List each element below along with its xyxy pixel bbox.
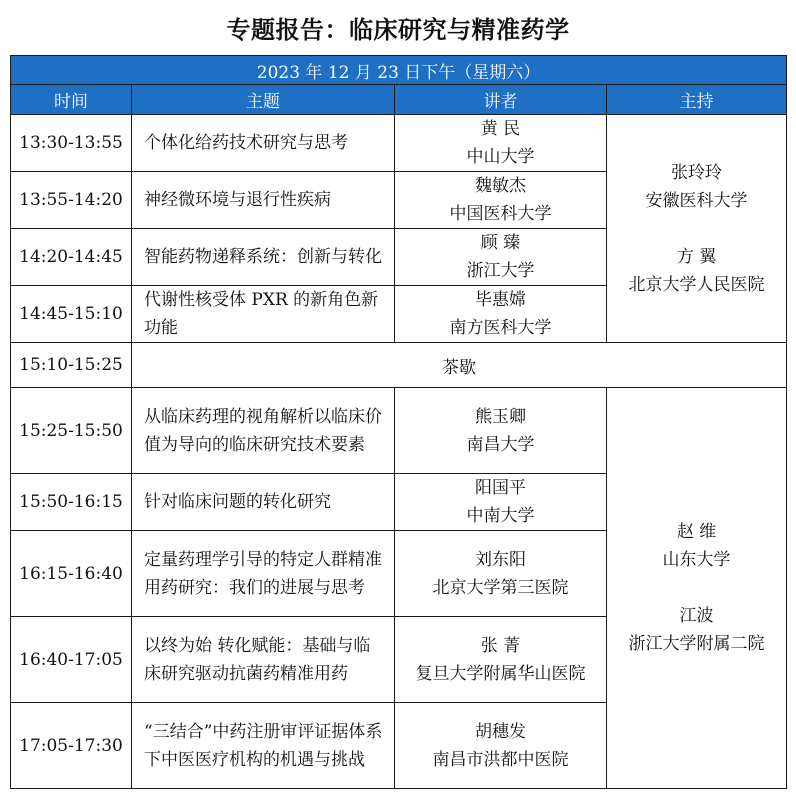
header-time: 时间 (11, 85, 132, 115)
session-topic: 智能药物递释系统：创新与转化 (132, 229, 395, 286)
speaker-name: 魏敏杰 (475, 176, 526, 196)
speaker-affiliation: 中南大学 (466, 506, 535, 526)
speaker-name: 顾 臻 (480, 233, 521, 253)
session-topic: 定量药理学引导的特定人群精准用药研究：我们的进展与思考 (132, 531, 395, 617)
host-name: 方 翼 (676, 246, 717, 267)
break-row (11, 343, 787, 388)
speaker-affiliation: 北京大学第三医院 (432, 577, 569, 598)
session-topic: 针对临床问题的转化研究 (132, 474, 395, 531)
host-cell-2 (607, 388, 787, 789)
speaker-name: 刘东阳 (475, 549, 526, 570)
session-time: 15:25-15:50 (11, 388, 132, 474)
host-affiliation: 安徽医科大学 (645, 190, 748, 211)
session-time: 14:20-14:45 (11, 229, 132, 286)
session-time: 13:30-13:55 (11, 115, 132, 172)
speaker-name: 胡穗发 (475, 721, 526, 742)
date-banner: 2023 年 12 月 23 日下午（星期六） (11, 56, 787, 85)
host-cell-1 (607, 115, 787, 343)
break-label: 茶歇 (132, 343, 787, 388)
host-name: 张玲玲 (671, 162, 723, 183)
speaker-name: 熊玉卿 (475, 406, 526, 427)
session-topic: 代谢性核受体 PXR 的新角色新功能 (132, 286, 395, 343)
session-speaker (395, 172, 607, 229)
date-row (11, 56, 787, 85)
speaker-affiliation: 中国医科大学 (449, 204, 552, 224)
session-time: 16:40-17:05 (11, 617, 132, 703)
speaker-affiliation: 中山大学 (466, 147, 535, 167)
speaker-name: 张 菁 (480, 635, 521, 656)
table-row (11, 115, 787, 172)
session-topic: 神经微环境与退行性疾病 (132, 172, 395, 229)
session-speaker (395, 286, 607, 343)
speaker-name: 毕惠嫦 (475, 290, 526, 310)
header-topic: 主题 (132, 85, 395, 115)
session-speaker (395, 703, 607, 789)
session-speaker (395, 617, 607, 703)
header-row (11, 85, 787, 115)
host-affiliation: 北京大学人民医院 (628, 274, 765, 295)
session-topic: 个体化给药技术研究与思考 (132, 115, 395, 172)
table-row (11, 388, 787, 474)
speaker-name: 阳国平 (475, 478, 526, 498)
break-time: 15:10-15:25 (11, 343, 132, 388)
session-speaker (395, 115, 607, 172)
session-topic: “三结合”中药注册审评证据体系下中医医疗机构的机遇与挑战 (132, 703, 395, 789)
speaker-name: 黄 民 (480, 119, 521, 139)
host-affiliation: 山东大学 (662, 550, 731, 570)
session-speaker (395, 531, 607, 617)
session-time: 17:05-17:30 (11, 703, 132, 789)
session-time: 15:50-16:15 (11, 474, 132, 531)
page-title: 专题报告：临床研究与精准药学 (226, 16, 570, 44)
session-time: 13:55-14:20 (11, 172, 132, 229)
session-speaker (395, 474, 607, 531)
schedule-table (10, 55, 787, 789)
host-name: 江波 (679, 606, 714, 626)
speaker-affiliation: 南昌大学 (466, 434, 535, 455)
speaker-affiliation: 南昌市洪都中医院 (432, 749, 569, 770)
speaker-affiliation: 复旦大学附属华山医院 (415, 663, 586, 684)
session-speaker (395, 229, 607, 286)
session-topic: 以终为始 转化赋能：基础与临床研究驱动抗菌药精准用药 (132, 617, 395, 703)
session-time: 16:15-16:40 (11, 531, 132, 617)
session-speaker (395, 388, 607, 474)
host-affiliation: 浙江大学附属二院 (628, 634, 765, 654)
session-time: 14:45-15:10 (11, 286, 132, 343)
header-host: 主持 (607, 85, 787, 115)
host-name: 赵 维 (676, 522, 717, 542)
header-speaker: 讲者 (395, 85, 607, 115)
speaker-affiliation: 浙江大学 (466, 261, 535, 281)
speaker-affiliation: 南方医科大学 (449, 318, 552, 338)
session-topic: 从临床药理的视角解析以临床价值为导向的临床研究技术要素 (132, 388, 395, 474)
